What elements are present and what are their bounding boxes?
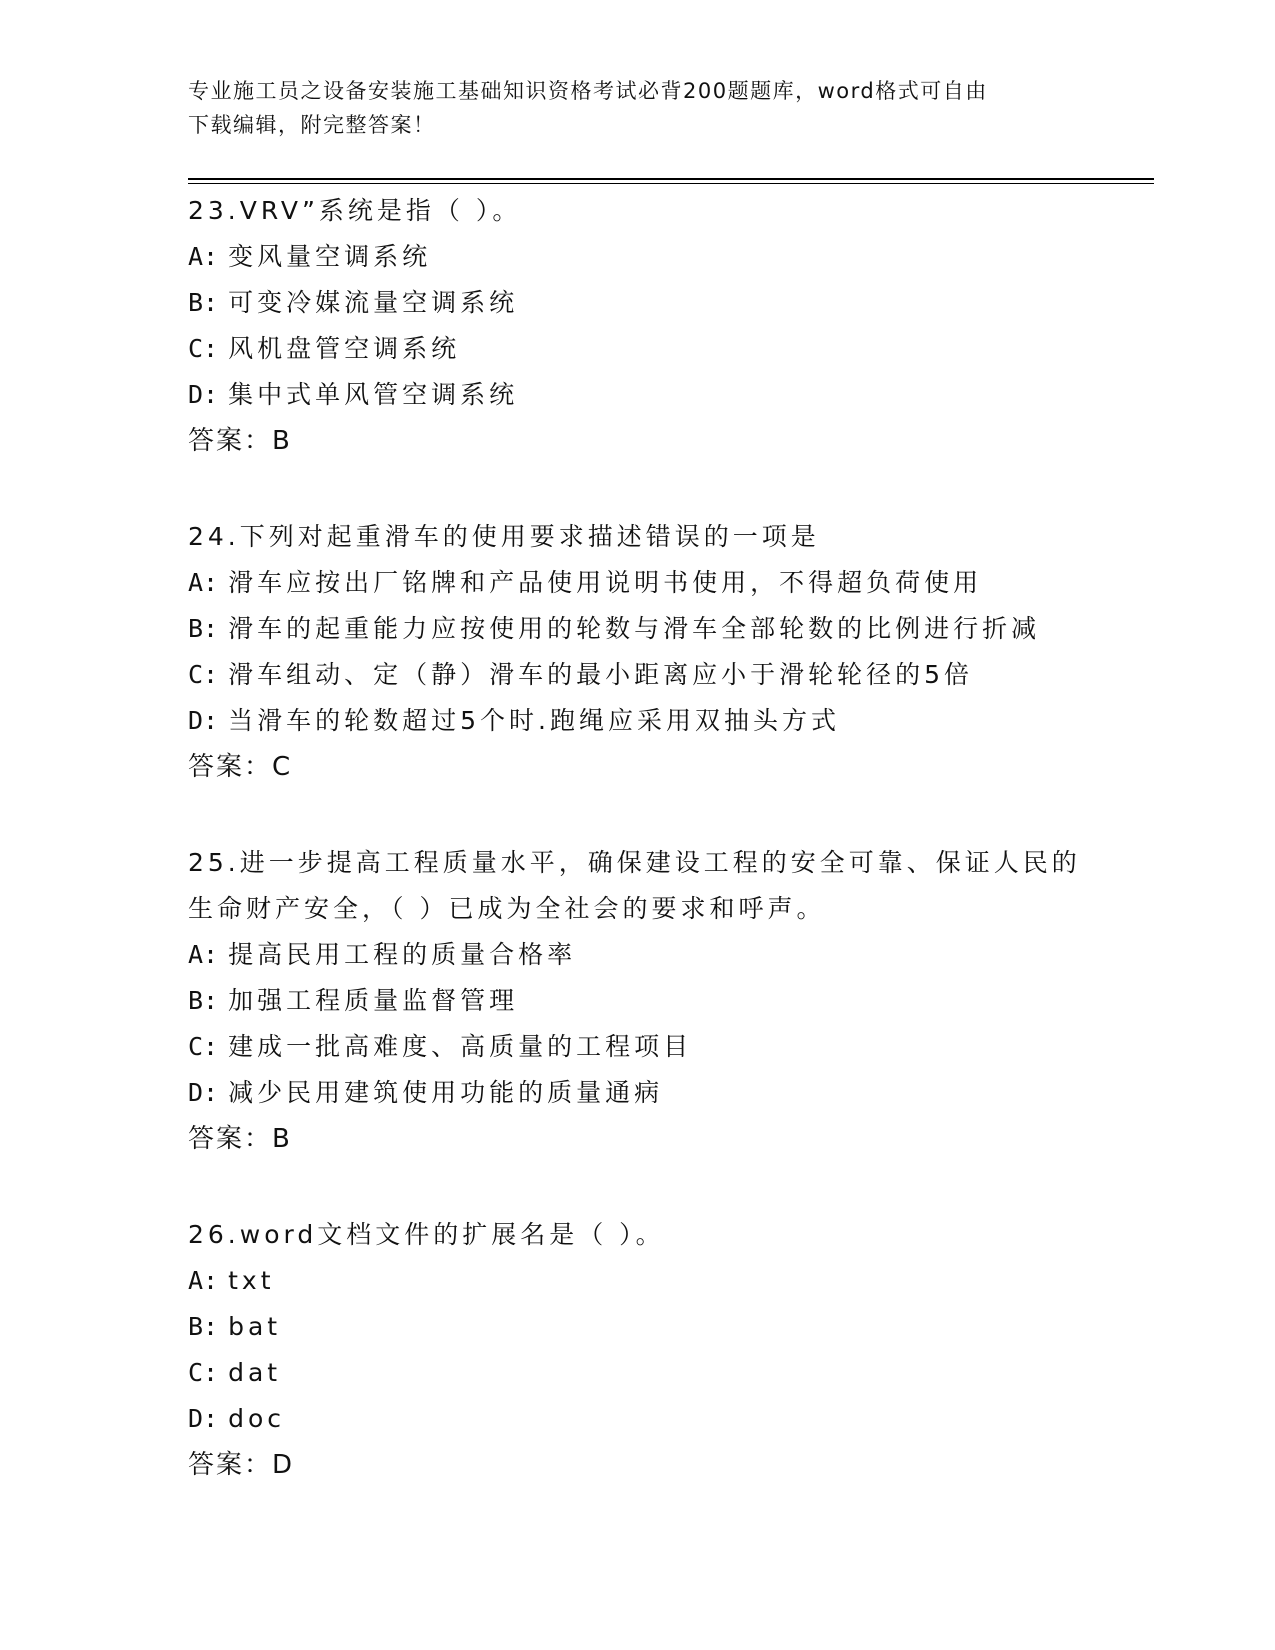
option-text: 变风量空调系统 [228, 242, 432, 271]
option-key: C: [188, 334, 219, 363]
option-a [188, 1258, 1128, 1304]
option-b [188, 280, 1128, 326]
question-stem: 23.VRV”系统是指（ ）。 [188, 196, 522, 225]
option-text: txt [228, 1266, 275, 1295]
question-stem: 26.word文档文件的扩展名是（ ）。 [188, 1220, 665, 1249]
option-key: B: [188, 986, 219, 1015]
question-24 [188, 514, 1128, 790]
option-key: A: [188, 568, 219, 597]
option-d [188, 372, 1128, 418]
header-line-2: 下载编辑，附完整答案！ [188, 113, 436, 137]
option-a [188, 932, 1128, 978]
question-26 [188, 1212, 1128, 1488]
question-list [188, 188, 1128, 1538]
option-key: A: [188, 242, 219, 271]
option-key: C: [188, 1358, 219, 1387]
option-text: 风机盘管空调系统 [228, 334, 461, 363]
option-d [188, 1396, 1128, 1442]
answer-line: 答案：B [188, 1124, 292, 1154]
option-text: 建成一批高难度、高质量的工程项目 [228, 1032, 693, 1061]
option-key: C: [188, 1032, 219, 1061]
option-key: D: [188, 706, 219, 735]
option-b [188, 606, 1128, 652]
question-23 [188, 188, 1128, 464]
option-text: 当滑车的轮数超过5个时.跑绳应采用双抽头方式 [228, 706, 840, 735]
option-text: 提高民用工程的质量合格率 [228, 940, 577, 969]
document-header [188, 74, 1068, 142]
question-stem: 24.下列对起重滑车的使用要求描述错误的一项是 [188, 522, 820, 551]
option-key: A: [188, 940, 219, 969]
option-c [188, 652, 1128, 698]
option-d [188, 698, 1128, 744]
option-a [188, 234, 1128, 280]
header-divider-thick [188, 178, 1154, 180]
question-25 [188, 840, 1128, 1162]
option-text: 滑车组动、定（静）滑车的最小距离应小于滑轮轮径的5倍 [228, 660, 974, 689]
option-c [188, 1024, 1128, 1070]
option-key: B: [188, 288, 219, 317]
option-key: D: [188, 380, 219, 409]
option-text: 加强工程质量监督管理 [228, 986, 519, 1015]
answer-line: 答案：B [188, 426, 292, 456]
option-text: 可变冷媒流量空调系统 [228, 288, 519, 317]
header-line-1: 专业施工员之设备安装施工基础知识资格考试必背200题题库，word格式可自由 [188, 79, 988, 103]
option-key: D: [188, 1078, 219, 1107]
option-key: D: [188, 1404, 219, 1433]
option-key: B: [188, 1312, 219, 1341]
option-text: 集中式单风管空调系统 [228, 380, 519, 409]
option-text: 滑车的起重能力应按使用的轮数与滑车全部轮数的比例进行折减 [228, 614, 1041, 643]
option-a [188, 560, 1128, 606]
header-divider-thin [188, 183, 1154, 184]
option-c [188, 326, 1128, 372]
option-text: doc [228, 1404, 286, 1433]
answer-line: 答案：C [188, 752, 293, 782]
option-key: A: [188, 1266, 219, 1295]
option-b [188, 978, 1128, 1024]
option-key: B: [188, 614, 219, 643]
option-text: 滑车应按出厂铭牌和产品使用说明书使用，不得超负荷使用 [228, 568, 983, 597]
answer-line: 答案：D [188, 1450, 295, 1480]
option-c [188, 1350, 1128, 1396]
option-text: dat [228, 1358, 282, 1387]
question-stem: 25.进一步提高工程质量水平，确保建设工程的安全可靠、保证人民的生命财产安全，（ ）已成为全社会的要求和呼声。 [188, 848, 1081, 923]
option-d [188, 1070, 1128, 1116]
option-text: 减少民用建筑使用功能的质量通病 [228, 1078, 664, 1107]
option-text: bat [228, 1312, 282, 1341]
option-b [188, 1304, 1128, 1350]
option-key: C: [188, 660, 219, 689]
